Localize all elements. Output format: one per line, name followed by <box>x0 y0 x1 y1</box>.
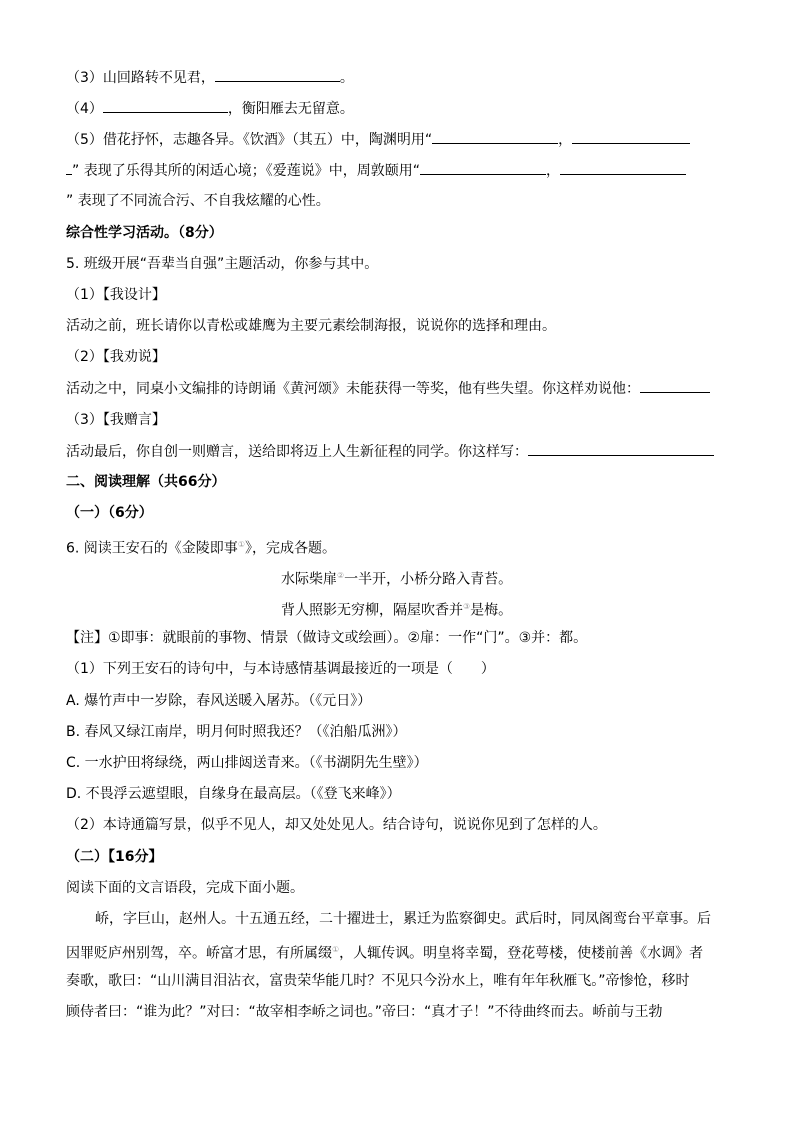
passage-text: 因罪贬庐州别驾，卒。峤富才思，有所属缀 <box>66 945 332 962</box>
item-5-line1 <box>66 129 690 150</box>
option-b: B. 春风又绿江南岸，明月何时照我还？（《泊船瓜洲》） <box>66 724 407 740</box>
sub3-label: （3）【我赠言】 <box>66 412 166 428</box>
sub2-label: （2）【我劝说】 <box>66 349 166 365</box>
poem-line-1 <box>281 566 512 590</box>
sub-question-1: （1）下列王安石的诗句中，与本诗感情基调最接近的一项是（ ） <box>66 661 495 677</box>
sub3-line <box>66 441 714 462</box>
q6-text: 6. 阅读王安石的《金陵即事 <box>66 540 238 557</box>
item-4-label: （4） <box>66 101 103 117</box>
item-4 <box>66 98 354 119</box>
answer-blank[interactable] <box>528 441 714 456</box>
footnote-marker: ③ <box>463 602 471 611</box>
sub1-label: （1）【我设计】 <box>66 287 166 303</box>
poem-text: 一半开，小桥分路入青苔。 <box>344 571 513 588</box>
poem-text: 是梅。 <box>470 602 513 619</box>
poem-line-2 <box>281 597 512 621</box>
part2-instruction: 阅读下面的文言语段，完成下面小题。 <box>66 880 304 896</box>
footnote-marker: ② <box>337 571 345 580</box>
answer-blank[interactable] <box>640 378 710 393</box>
passage-line-4: 顾侍者曰：“谁为此？”对曰：“故宰相李峤之词也。”帝曰：“真才子！”不待曲终而去。峤前与王勃 <box>66 1004 663 1020</box>
answer-blank[interactable] <box>572 129 690 144</box>
option-d: D. 不畏浮云遮望眼，自缘身在最高层。（《登飞来峰》） <box>66 786 401 802</box>
answer-blank[interactable] <box>103 98 228 113</box>
passage-text: ，人辄传讽。明皇将幸蜀，登花萼楼，使楼前善《水调》者 <box>339 945 704 962</box>
sub1-text: 活动之前，班长请你以青松或雄鹰为主要元素绘制海报，说说你的选择和理由。 <box>66 318 556 334</box>
answer-blank[interactable] <box>215 67 340 82</box>
question-5-stem: 5. 班级开展“吾辈当自强”主题活动，你参与其中。 <box>66 256 379 272</box>
part2-heading: （二）【16分】 <box>66 849 163 865</box>
item-3-suffix: 。 <box>339 70 354 86</box>
section-heading-reading: 二、阅读理解（共66分） <box>66 474 226 490</box>
item-4-text: ，衡阳雁去无留意。 <box>227 101 354 117</box>
comma: ， <box>545 163 560 179</box>
poem-text: 背人照影无穷柳，隔屋吹香并 <box>281 602 463 619</box>
footnote-marker: ① <box>237 540 245 549</box>
item-5-text: （5）借花抒怀，志趣各异。《饮酒》（其五）中，陶渊明用“ <box>66 132 433 148</box>
passage-line-2 <box>66 940 703 964</box>
annotation: 【注】①即事：就眼前的事物、情景（做诗文或绘画）。②扉：一作“门”。③并：都。 <box>66 630 588 646</box>
passage-line-1: 峤，字巨山，赵州人。十五通五经，二十擢进士，累迁为监察御史。武后时，同凤阁鸾台平章事。后 <box>95 911 711 927</box>
option-a: A. 爆竹声中一岁除，春风送暖入屠苏。（《元日》） <box>66 693 372 709</box>
question-6-stem <box>66 535 336 559</box>
answer-blank[interactable] <box>560 160 686 175</box>
section-heading-activity: 综合性学习活动。（8分） <box>66 225 223 241</box>
answer-blank[interactable] <box>420 160 546 175</box>
footnote-marker: ① <box>332 945 340 954</box>
sub2-text: 活动之中，同桌小文编排的诗朗诵《黄河颂》未能获得一等奖，他有些失望。你这样劝说他： <box>66 381 640 397</box>
sub-question-2: （2）本诗通篇写景，似乎不见人，却又处处见人。结合诗句，说说你见到了怎样的人。 <box>66 817 607 833</box>
passage-line-3: 奏歌，歌曰：“山川满目泪沾衣，富贵荣华能几时？不见只今汾水上，唯有年年秋雁飞。”帝惨怆，移时 <box>66 973 690 989</box>
poem-text: 水际柴扉 <box>281 571 337 588</box>
sub2-line <box>66 378 710 399</box>
comma: ， <box>558 132 573 148</box>
item-5-text: ” 表现了乐得其所的闲适心境；《爱莲说》中，周敦颐用“ <box>72 163 420 179</box>
answer-blank[interactable] <box>432 129 558 144</box>
part1-heading: （一）（6分） <box>66 505 153 521</box>
item-3-text: （3）山回路转不见君， <box>66 70 215 86</box>
option-c: C. 一水护田将绿绕，两山排闼送青来。（《书湖阴先生壁》） <box>66 755 428 771</box>
item-5-line3: ” 表现了不同流合污、不自我炫耀的心性。 <box>66 193 330 209</box>
sub3-text: 活动最后，你自创一则赠言，送给即将迈上人生新征程的同学。你这样写： <box>66 444 528 460</box>
item-3 <box>66 67 354 88</box>
item-5-line2 <box>66 160 686 181</box>
q6-text: 》，完成各题。 <box>244 540 336 557</box>
